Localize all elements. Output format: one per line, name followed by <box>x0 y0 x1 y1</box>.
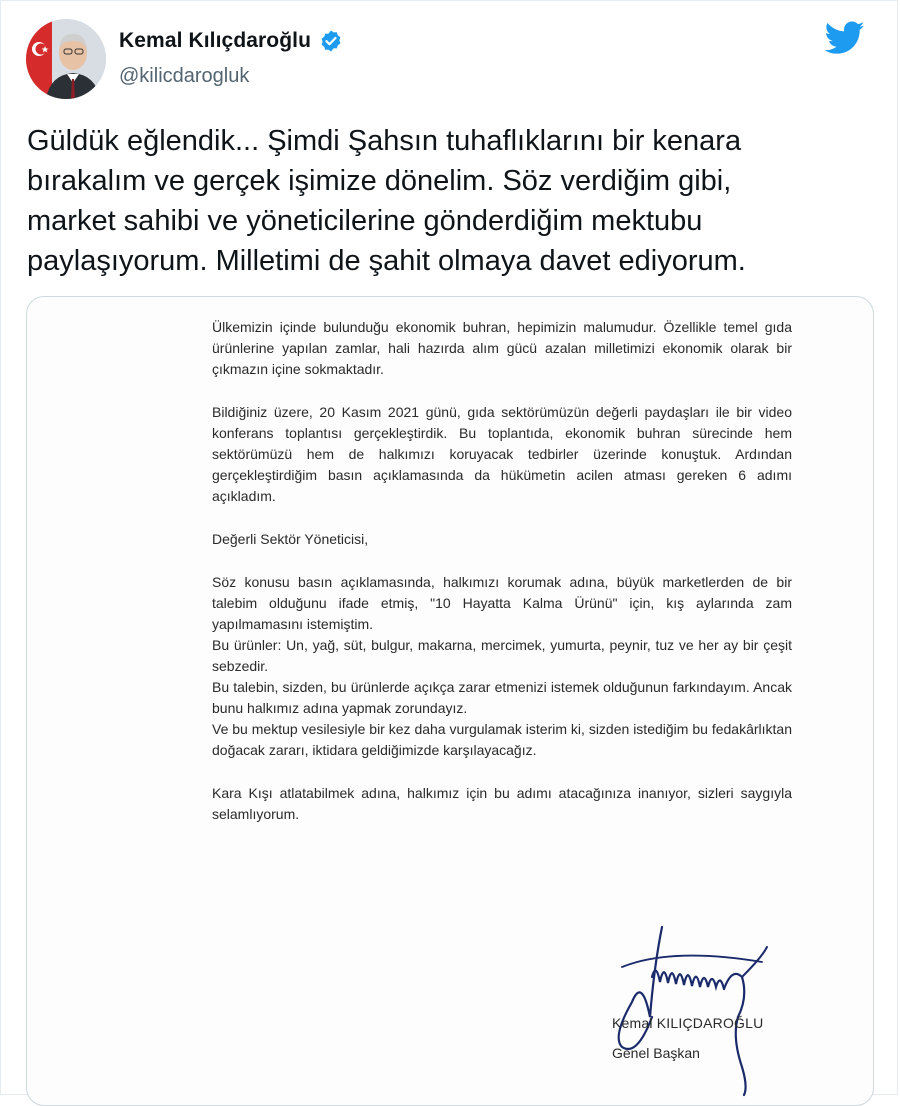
letter-paragraph: Ülkemizin içinde bulunduğu ekonomik buhran, hepimizin malumudur. Özellikle temel gıda ürünlerine yapılan zamlar, hali hazırda alım gücü azalan milletimizi ekonomik olarak bir çıkmazın içine sokmaktadır. <box>212 319 792 377</box>
letter-greeting: Değerli Sektör Yöneticisi, <box>212 531 369 547</box>
verified-badge-icon <box>319 29 343 53</box>
letter-paragraph: Bu talebin, sizden, bu ürünlerde açıkça zarar etmenizi istemek olduğunun farkındayım. Ancak bunu halkımız adına yapmak zorundayız. <box>212 679 792 716</box>
author-display-name[interactable]: Kemal Kılıçdaroğlu <box>119 29 312 52</box>
twitter-bird-icon[interactable] <box>825 21 865 55</box>
signer-name: Kemal KILIÇDAROĞLU <box>612 1015 764 1031</box>
letter-paragraph: Bu ürünler: Un, yağ, süt, bulgur, makarna, mercimek, yumurta, peynir, tuz ve her ay bir çeşit sebzedir. <box>212 637 792 674</box>
letter-paragraph: Kara Kışı atlatabilmek adına, halkımız için bu adımı atacağınıza inanıyor, sizleri saygıyla selamlıyorum. <box>212 785 792 822</box>
author-handle[interactable]: @kilicdarogluk <box>119 65 250 87</box>
handwritten-signature-icon <box>592 907 792 1097</box>
attached-letter-image[interactable] <box>26 296 874 1106</box>
tweet-text: Güldük eğlendik... Şimdi Şahsın tuhaflıklarını bir kenara bırakalım ve gerçek işimize dönelim. Söz verdiğim gibi, market sahibi ve yöneticilerine gönderdiğim mektubu paylaşıyorum. Milletimi de şahit olmaya davet ediyorum. <box>27 125 746 277</box>
profile-photo-icon[interactable] <box>26 19 106 99</box>
signer-title: Genel Başkan <box>612 1045 700 1061</box>
letter-paragraph: Ve bu mektup vesilesiyle bir kez daha vurgulamak isterim ki, sizden istediğim bu fedakârlıktan doğacak zararı, iktidara geldiğimizde karşılayacağız. <box>212 721 792 758</box>
letter-body <box>212 317 792 847</box>
author-name-row <box>119 29 343 53</box>
letter-paragraph: Söz konusu basın açıklamasında, halkımızı korumak adına, büyük marketlerden de bir talebim olduğunu ifade etmiş, "10 Hayatta Kalma Ürünü" için, kış aylarında zam yapılmamasını istemiştim. <box>212 574 792 632</box>
letter-paragraph: Bildiğiniz üzere, 20 Kasım 2021 günü, gıda sektörümüzün değerli paydaşları ile bir video konferans toplantısı gerçekleştirdik. Bu toplantıda, ekonomik buhran sürecinde hem sektörümüzü hem de halkımızı koruyacak tedbirler üzerinde konuştuk. Ardından gerçekleştirdiğim basın açıklamasında da hükümetin acilen atması gereken 6 adımı açıkladım. <box>212 404 792 504</box>
